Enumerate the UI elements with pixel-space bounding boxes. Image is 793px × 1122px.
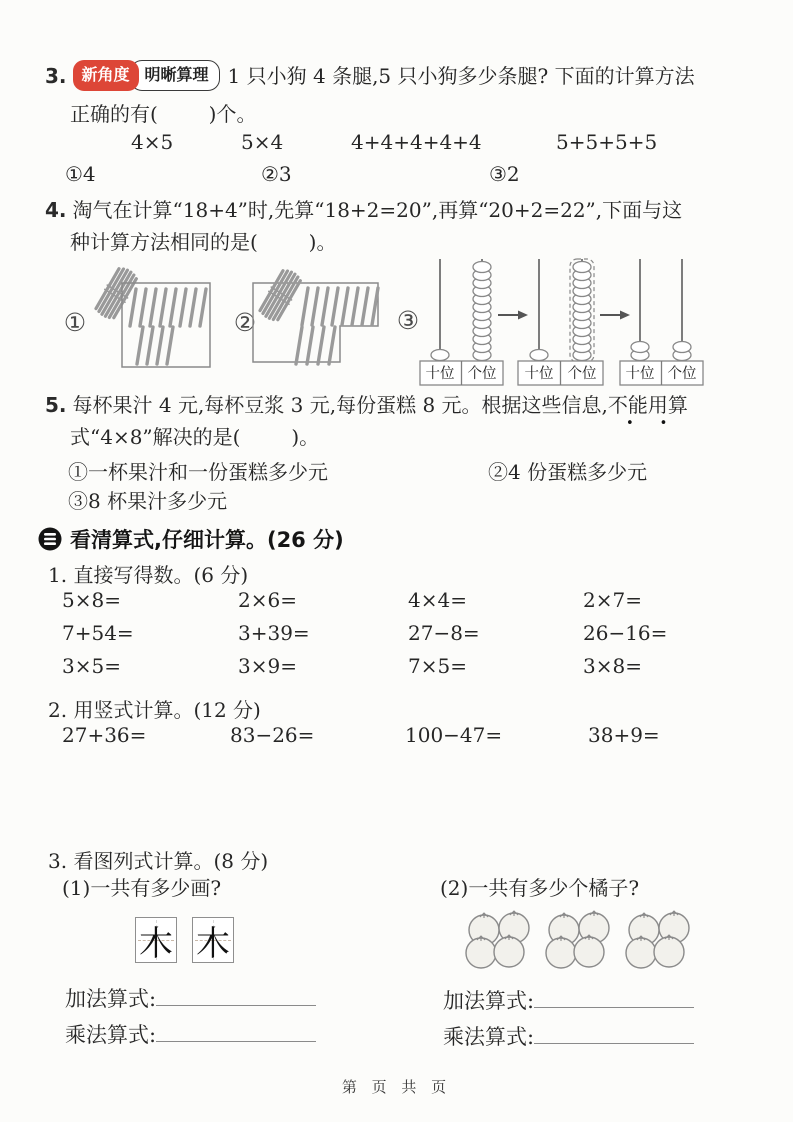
abacus-3 bbox=[620, 259, 703, 385]
addition-label: 加法算式: bbox=[65, 987, 157, 1011]
calc-row bbox=[62, 588, 792, 618]
calc-expression: 83−26= bbox=[230, 723, 315, 747]
calc-row bbox=[62, 621, 792, 651]
calc-expression: 27+36= bbox=[62, 723, 147, 747]
q4-option2-figure bbox=[234, 267, 378, 364]
q3-expression: 5+5+5+5 bbox=[556, 130, 658, 154]
q4-option1-figure bbox=[64, 265, 210, 367]
q3-expression: 5×4 bbox=[241, 130, 284, 154]
section3-header bbox=[38, 524, 344, 554]
place-label-ones: 个位 bbox=[467, 366, 497, 382]
stick-bundle bbox=[257, 267, 303, 323]
q5-text: 每杯果汁 4 元,每杯豆浆 3 元,每份蛋糕 8 元。根据这些信息,不能用算 bbox=[72, 393, 688, 417]
calc-expression: 26−16= bbox=[583, 621, 668, 645]
calc-expression: 3+39= bbox=[238, 621, 310, 645]
part1-addition-row bbox=[65, 983, 316, 1013]
oranges-figure bbox=[455, 905, 720, 980]
answer-blank bbox=[156, 1021, 316, 1042]
q4-figure bbox=[40, 255, 760, 390]
sub3-title: 3. 看图列式计算。(8 分) bbox=[48, 849, 269, 873]
q5-choice1: ①一杯果汁和一份蛋糕多少元 bbox=[68, 460, 328, 484]
section3-title: 看清算式,仔细计算。(26 分) bbox=[70, 528, 344, 552]
addition-label: 加法算式: bbox=[443, 989, 535, 1013]
part2-addition-row bbox=[443, 985, 694, 1015]
calc-row bbox=[62, 654, 792, 684]
q3-line2: 正确的有( )个。 bbox=[70, 102, 257, 126]
sub2-title: 2. 用竖式计算。(12 分) bbox=[48, 698, 261, 722]
q3-line1 bbox=[45, 60, 695, 91]
q3-expressions-row bbox=[45, 130, 785, 158]
q4-line2: 种计算方法相同的是( )。 bbox=[70, 230, 337, 254]
sub3-part2-question: (2)一共有多少个橘子? bbox=[440, 876, 640, 900]
q3-text: 1 只小狗 4 条腿,5 只小狗多少条腿? 下面的计算方法 bbox=[227, 63, 695, 88]
abacus-1 bbox=[420, 259, 503, 385]
orange-group-3 bbox=[626, 911, 689, 968]
multiplication-label: 乘法算式: bbox=[65, 1023, 157, 1047]
option2-label: ② bbox=[233, 308, 257, 337]
part2-multiplication-row bbox=[443, 1021, 694, 1051]
q3-choice: ③2 bbox=[489, 162, 520, 186]
q3-choices-row bbox=[45, 162, 785, 190]
option1-loose-sticks bbox=[130, 289, 206, 364]
q5-line2: 式“4×8”解决的是( )。 bbox=[70, 425, 320, 449]
q3-number: 3. bbox=[45, 63, 67, 88]
calc-expression: 5×8= bbox=[62, 588, 121, 612]
character-box bbox=[135, 917, 177, 963]
q4-number: 4. bbox=[45, 198, 67, 222]
q5-number: 5. bbox=[45, 393, 67, 417]
q3-choice: ①4 bbox=[65, 162, 96, 186]
arrow-right-icon bbox=[498, 311, 528, 320]
orange-group-2 bbox=[546, 911, 609, 968]
q4-text: 淘气在计算“18+4”时,先算“18+2=20”,再算“20+2=22”,下面与这 bbox=[72, 198, 683, 222]
place-label-ones: 个位 bbox=[667, 366, 697, 382]
calc-expression: 38+9= bbox=[588, 723, 660, 747]
place-label-ones: 个位 bbox=[567, 366, 597, 382]
calc-expression: 100−47= bbox=[405, 723, 503, 747]
multiplication-label: 乘法算式: bbox=[443, 1025, 535, 1049]
place-label-tens: 十位 bbox=[625, 366, 655, 382]
page-footer: 第 页 共 页 bbox=[341, 1078, 452, 1096]
q3-expression: 4×5 bbox=[131, 130, 174, 154]
q3-badge-new-angle: 新角度 bbox=[73, 60, 139, 91]
calc-expression: 3×8= bbox=[583, 654, 642, 678]
calc-expression: 3×5= bbox=[62, 654, 121, 678]
option1-label: ① bbox=[63, 308, 87, 337]
calc-expression: 7+54= bbox=[62, 621, 134, 645]
calc-expression: 2×6= bbox=[238, 588, 297, 612]
q3-choice: ②3 bbox=[261, 162, 292, 186]
sub3-part1-question: (1)一共有多少画? bbox=[62, 876, 222, 900]
abacus-2 bbox=[518, 259, 603, 385]
sub1-title: 1. 直接写得数。(6 分) bbox=[48, 563, 249, 587]
arrow-right-icon bbox=[600, 311, 630, 320]
calc-row bbox=[62, 723, 792, 753]
calc-expression: 7×5= bbox=[408, 654, 467, 678]
q5-choice2: ②4 份蛋糕多少元 bbox=[488, 460, 648, 484]
answer-blank bbox=[534, 1023, 694, 1044]
character-box bbox=[192, 917, 234, 963]
q5-line1 bbox=[45, 392, 688, 418]
q5-choice3: ③8 杯果汁多少元 bbox=[68, 489, 228, 513]
q5-emphasis-dots: •• bbox=[626, 416, 694, 431]
character-wood: 木 bbox=[139, 923, 173, 964]
calc-expression: 27−8= bbox=[408, 621, 480, 645]
calc-expression: 4×4= bbox=[408, 588, 467, 612]
q3-badge-clear-reasoning: 明晰算理 bbox=[130, 60, 220, 91]
q3-expression: 4+4+4+4+4 bbox=[351, 130, 482, 154]
part1-multiplication-row bbox=[65, 1019, 316, 1049]
q4-line1 bbox=[45, 197, 682, 223]
orange-group-1 bbox=[466, 911, 529, 968]
calc-expression: 2×7= bbox=[583, 588, 642, 612]
section-three-icon bbox=[38, 527, 62, 551]
answer-blank bbox=[534, 987, 694, 1008]
q4-option3-figure bbox=[397, 259, 703, 385]
q5-choices-row bbox=[45, 456, 785, 484]
answer-blank bbox=[156, 985, 316, 1006]
place-label-tens: 十位 bbox=[524, 366, 554, 382]
calc-expression: 3×9= bbox=[238, 654, 297, 678]
place-label-tens: 十位 bbox=[425, 366, 455, 382]
character-wood: 木 bbox=[196, 923, 230, 964]
option3-label: ③ bbox=[396, 306, 420, 335]
